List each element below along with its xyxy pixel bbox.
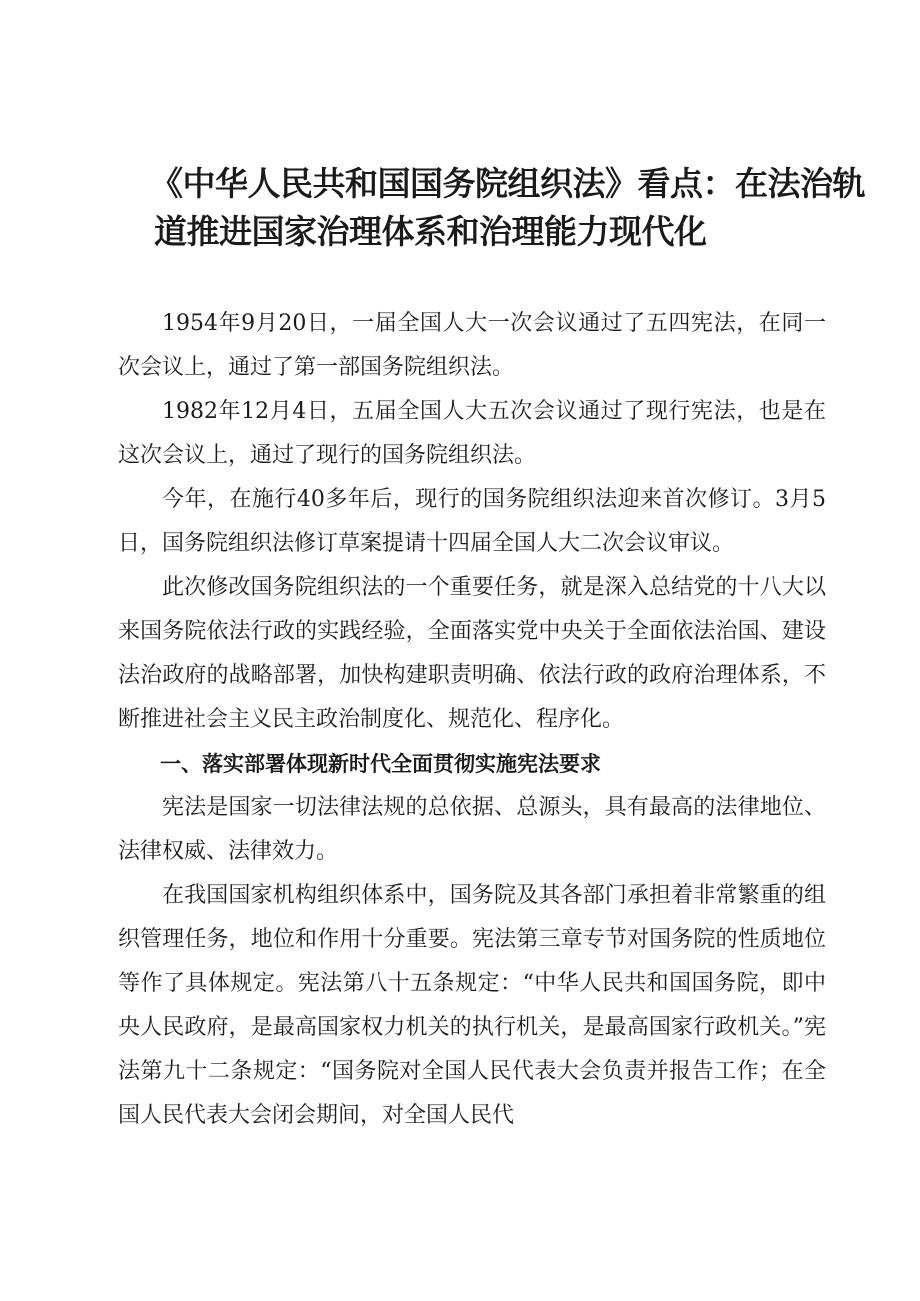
paragraph-1982: 1982年12月4日，五届全国人大五次会议通过了现行宪法，也是在这次会议上，通过了现行的国务院组织法。: [118, 399, 826, 468]
document-title-line-1: 《中华人民共和国国务院组织法》看点：在法治轨: [150, 164, 865, 203]
document-title-line-2: 道推进国家治理体系和治理能力现代化: [154, 212, 707, 251]
document-body: [118, 302, 826, 1138]
paragraph-this-year: 今年，在施行40多年后，现行的国务院组织法迎来首次修订。3月5日，国务院组织法修订草案提请十四届全国人大二次会议审议。: [118, 487, 826, 556]
paragraph-state-council-role: 在我国国家机构组织体系中，国务院及其各部门承担着非常繁重的组织管理任务，地位和作用十分重要。宪法第三章专节对国务院的性质地位等作了具体规定。宪法第八十五条规定：“中华人民共和国国务院，即中央人民政府，是最高国家权力机关的执行机关，是最高国家行政机关。”宪法第九十二条规定：“国务院对全国人民代表大会负责并报告工作；在全国人民代表大会闭会期间，对全国人民代: [118, 883, 826, 1128]
section-heading-1: 一、落实部署体现新时代全面贯彻实施宪法要求: [160, 752, 601, 776]
paragraph-revision-task: 此次修改国务院组织法的一个重要任务，就是深入总结党的十八大以来国务院依法行政的实践经验，全面落实党中央关于全面依法治国、建设法治政府的战略部署，加快构建职责明确、依法行政的政府治理体系，不断推进社会主义民主政治制度化、规范化、程序化。: [118, 575, 826, 732]
paragraph-1954: 1954年9月20日，一届全国人大一次会议通过了五四宪法，在同一次会议上，通过了第一部国务院组织法。: [118, 311, 826, 380]
paragraph-constitution: 宪法是国家一切法律法规的总依据、总源头，具有最高的法律地位、法律权威、法律效力。: [118, 795, 826, 864]
